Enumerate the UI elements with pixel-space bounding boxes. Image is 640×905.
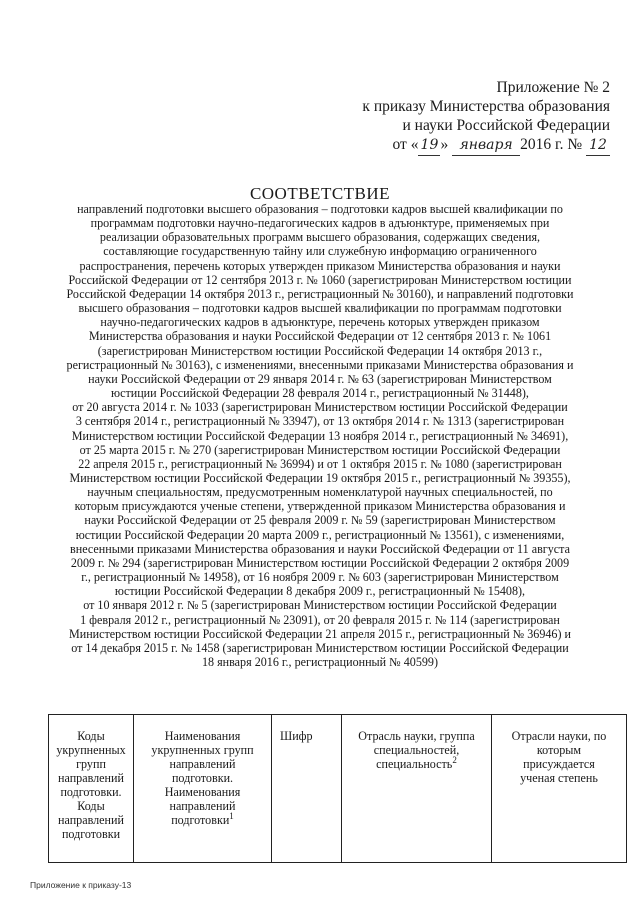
- table-header-row: [49, 715, 627, 863]
- description-line: Российской Федерации 14 октября 2013 г., регистрационный № 30160), и направлений подготовки: [66, 286, 574, 301]
- description-line: 3 сентября 2014 г., регистрационный № 33947), от 13 октября 2014 г. № 1313 (зарегистрирован: [75, 414, 565, 429]
- appendix-number: Приложение № 2: [496, 79, 610, 96]
- footnote-marker: 2: [452, 754, 457, 765]
- date-year: 2016 г. №: [520, 136, 583, 153]
- description-line: от 25 марта 2015 г. № 270 (зарегистрирован Министерством юстиции Российской Федерации: [79, 442, 561, 457]
- ministry-name: и науки Российской Федерации: [402, 117, 610, 134]
- correspondence-table: [48, 714, 627, 863]
- header-line: подготовки: [61, 827, 121, 841]
- header-line: укрупненных: [56, 743, 126, 757]
- description-line: 18 января 2016 г., регистрационный № 40599): [201, 655, 439, 669]
- header-line: Наименования: [164, 729, 241, 743]
- description-line: науки Российской Федерации от 29 января 2014 г. № 63 (зарегистрирован Министерством: [88, 371, 552, 386]
- description-line: программам подготовки научно-педагогических кадров в адъюнктуре, применяемых при: [90, 216, 550, 231]
- description-line: направлений подготовки высшего образования – подготовки кадров высшей квалификации по: [77, 202, 563, 216]
- header-line: подготовки.: [171, 771, 234, 785]
- description-line: г., регистрационный № 14958), от 16 ноября 2009 г. № 603 (зарегистрирован Министерством: [81, 570, 559, 585]
- description-line: регистрационный № 30163), с изменениями, внесенными приказами Министерства образования и: [66, 357, 574, 372]
- page-footer: Приложение к приказу-13: [30, 880, 132, 890]
- description-line: 2009 г. № 294 (зарегистрирован Министерством юстиции Российской Федерации 2 октября 2009: [70, 555, 570, 570]
- description-line: 22 апреля 2015 г., регистрационный № 36994) и от 1 октября 2015 г. № 1080 (зарегистрирован: [78, 456, 562, 471]
- header-line: направлений: [58, 813, 124, 827]
- description-line: научным специальностям, предусмотренным номенклатурой научных специальностей, по: [87, 485, 553, 500]
- header-names: [134, 715, 272, 863]
- header-line: Отрасль науки, группа: [358, 729, 475, 743]
- description-line: которым присуждаются ученые степени, утвержденной приказом Министерства образования и: [74, 499, 566, 514]
- handwritten-order-number: 12: [586, 136, 610, 156]
- description-line: юстиции Российской Федерации 20 марта 2009 г., регистрационный № 13561), с изменениями,: [75, 527, 565, 542]
- header-line: Наименования: [164, 785, 241, 799]
- header-line: направлений: [58, 771, 124, 785]
- description-line: научно-педагогических кадров в адъюнктуре, перечень которых утвержден приказом: [100, 315, 540, 330]
- date-prefix: от «: [392, 136, 419, 153]
- header-line: присуждается: [523, 757, 595, 771]
- footnote-marker: 1: [229, 810, 234, 821]
- header-line: ученая степень: [520, 771, 598, 785]
- header-line: групп: [76, 757, 106, 771]
- description-line: Министерством юстиции Российской Федерации 13 ноября 2014 г., регистрационный № 34691),: [71, 428, 569, 443]
- header-line: Коды: [77, 799, 105, 813]
- description-line: от 10 января 2012 г. № 5 (зарегистрирован Министерством юстиции Российской Федерации: [83, 598, 557, 613]
- header-line: направлений: [169, 799, 236, 813]
- description-line: от 20 августа 2014 г. № 1033 (зарегистрирован Министерством юстиции Российской Федерации: [72, 400, 568, 415]
- header-line: подготовки.: [60, 785, 122, 799]
- description-line: от 14 декабря 2015 г. № 1458 (зарегистрирован Министерством юстиции Российской Федерации: [71, 640, 569, 655]
- description-line: юстиции Российской Федерации 8 декабря 2009 г., регистрационный № 15408),: [114, 584, 526, 599]
- document-title: СООТВЕТСТВИЕ: [249, 184, 391, 203]
- header-codes: [49, 715, 134, 863]
- description-line: Министерством юстиции Российской Федерации 21 апреля 2015 г., регистрационный № 36946) и: [68, 626, 572, 641]
- description-line: реализации образовательных программ высшего образования, содержащих сведения,: [99, 230, 541, 245]
- header-code: Шифр: [272, 715, 342, 863]
- header-line: специальность: [376, 757, 453, 771]
- header-line: специальностей,: [373, 743, 460, 757]
- header-line: Отрасли науки, по: [511, 729, 607, 743]
- description-line: Министерства образования и науки Российской Федерации от 12 сентября 2013 г. № 1061: [88, 329, 552, 344]
- header-line: направлений: [169, 757, 236, 771]
- header-science-branch: [342, 715, 492, 863]
- description-line: (зарегистрирован Министерством юстиции Российской Федерации 14 октября 2013 г.,: [97, 343, 543, 358]
- description-line: 1 февраля 2012 г., регистрационный № 23091), от 20 февраля 2015 г. № 114 (зарегистрирован: [80, 612, 560, 627]
- description-line: Российской Федерации от 12 сентября 2013 г. № 1060 (зарегистрирован Министерством юстиции: [68, 272, 572, 287]
- description-line: науки Российской Федерации от 25 февраля 2009 г. № 59 (зарегистрирован Министерством: [84, 513, 556, 528]
- header-line: укрупненных групп: [151, 743, 254, 757]
- handwritten-day: 19: [418, 136, 440, 156]
- header-line: Коды: [77, 729, 105, 743]
- header-line: которым: [536, 743, 582, 757]
- header-line: подготовки: [171, 813, 230, 827]
- description-line: высшего образования – подготовки кадров высшей квалификации по программам подготовки: [78, 301, 562, 316]
- date-mid: »: [440, 136, 449, 153]
- order-reference: к приказу Министерства образования: [362, 98, 610, 115]
- description-line: распространения, перечень которых утвержден приказом Министерства образования и науки: [79, 258, 561, 273]
- description-line: составляющие государственную тайну или служебную информацию ограниченного: [103, 244, 537, 259]
- description-line: юстиции Российской Федерации 28 февраля 2014 г., регистрационный № 31448),: [111, 386, 529, 401]
- description-line: Министерством юстиции Российской Федерации 19 октября 2015 г., регистрационный № 39355),: [69, 470, 571, 485]
- document-description: [56, 202, 584, 669]
- appendix-header: [340, 78, 610, 156]
- handwritten-month: января: [452, 136, 520, 156]
- description-line: внесенными приказами Министерства образования и науки Российской Федерации от 11 августа: [70, 541, 570, 556]
- header-degree-branches: [492, 715, 627, 863]
- order-date-line: [340, 135, 610, 156]
